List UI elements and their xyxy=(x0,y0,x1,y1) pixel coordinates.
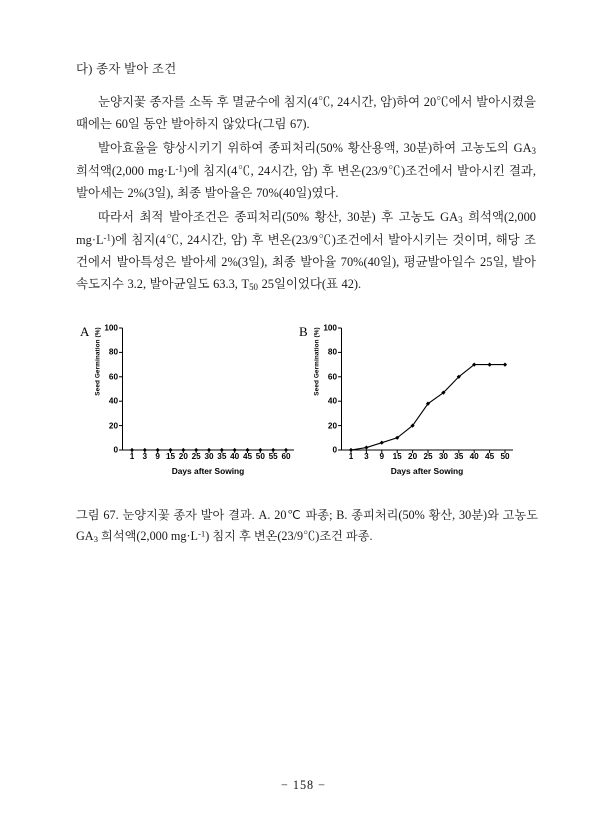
data-point-marker xyxy=(380,441,384,445)
paragraph-3: 따라서 최적 발아조건은 종피처리(50% 황산, 30분) 후 고농도 $GA_3$ 희석액(2,000 $mg\cdot L^{-1}$)에 침지(4℃, 24시간, 암) 후 변온(23/9℃)조건에서 발아시키는 것이며, 해당 조건에서 발아특성은 발아세 2%(3일), 최종 발아율 70%(40일), 평균발아일수 25일, 발아속도지수 3.2, 발아균일도 63.3, $T_{50}$ 25일이었다(표 42). xyxy=(76,209,536,292)
page-number: − 158 − xyxy=(280,778,327,792)
y-tick-label: 60 xyxy=(108,372,118,382)
y-tick-label: 100 xyxy=(323,323,337,333)
figure-caption xyxy=(76,505,538,547)
x-tick-label: 25 xyxy=(191,452,201,461)
panel-a-x-axis-title: Days after Sowing xyxy=(171,466,245,476)
y-tick-label: 80 xyxy=(327,347,337,357)
panel-b-plot-canvas xyxy=(341,328,513,450)
x-tick-label: 20 xyxy=(408,452,418,461)
x-tick-label: 40 xyxy=(469,452,479,461)
body-text xyxy=(76,60,536,298)
paragraph-2: 발아효율을 향상시키기 위하여 종피처리(50% 황산용액, 30분)하여 고농도의 $GA_3$ 희석액(2,000 $mg\cdot L^{-1}$)에 침지(4℃, 24시간, 암) 후 변온(23/9℃)조건에서 발아시킨 결과, 발아세는 2%(3일), 최종 발아율은 70%(40일)였다. xyxy=(76,140,536,200)
x-tick-label: 45 xyxy=(242,452,253,461)
x-tick-label: 30 xyxy=(438,452,448,461)
panel-a-letter: A xyxy=(80,324,90,339)
x-tick-label: 3 xyxy=(364,452,369,461)
y-tick-label: 40 xyxy=(327,396,337,406)
figure-panels xyxy=(76,322,538,494)
y-tick-label: 40 xyxy=(108,396,118,406)
x-tick-label: 55 xyxy=(268,452,278,461)
x-tick-label: 9 xyxy=(155,452,160,461)
caption-prefix: 그림 67. 눈양지꽃 종자 발아 결과. A. 20℃ 파종; B. 종피처리(50% 황산, 30분)와 고농도 $GA_3$ 희석액(2,000 $mg\cdot L^{-1}$) 침지 후 변온(23/9℃)조건 파종. xyxy=(76,508,538,544)
chart-svg xyxy=(122,328,294,451)
x-tick-label: 30 xyxy=(204,452,214,461)
x-tick-label: 15 xyxy=(392,452,402,461)
panel-a-x-ticks xyxy=(122,452,294,464)
data-point-marker xyxy=(503,363,507,367)
y-tick-label: 60 xyxy=(327,372,337,382)
panel-a-plot-area xyxy=(104,323,294,455)
chart-axes xyxy=(123,328,295,450)
x-tick-label: 9 xyxy=(379,452,385,461)
y-tick-label: 0 xyxy=(113,445,118,455)
figure-67 xyxy=(76,322,538,502)
y-tick-label: 100 xyxy=(104,323,118,333)
x-tick-label: 50 xyxy=(255,452,265,461)
chart-panel-a xyxy=(76,322,307,494)
y-tick-label: 20 xyxy=(108,421,118,431)
panel-a-y-axis-title: Seed Germination (%) xyxy=(94,327,102,396)
section-heading xyxy=(76,60,536,79)
x-tick-label: 35 xyxy=(454,452,464,461)
chart-panel-b xyxy=(295,322,526,494)
y-tick-label: 80 xyxy=(108,347,118,357)
x-tick-label: 1 xyxy=(348,452,354,461)
y-tick-label: 0 xyxy=(332,445,337,455)
panel-b-letter: B xyxy=(299,324,308,339)
panel-a-plot-canvas xyxy=(122,328,294,450)
x-tick-label: 45 xyxy=(485,452,495,461)
chart-axes xyxy=(342,328,514,450)
x-tick-label: 40 xyxy=(230,452,240,461)
section-heading-text: 다) 종자 발아 조건 xyxy=(76,62,177,76)
chart-svg xyxy=(341,328,513,451)
data-point-marker xyxy=(364,445,368,449)
x-tick-label: 20 xyxy=(178,452,188,461)
data-point-marker xyxy=(488,363,492,367)
paragraph-1: 눈양지꽃 종자를 소독 후 멸균수에 침지(4℃, 24시간, 암)하여 20℃에서 발아시켰을 때에는 60일 동안 발아하지 않았다(그림 67). xyxy=(76,94,536,131)
y-tick-label: 20 xyxy=(327,421,337,431)
data-series-line xyxy=(351,365,505,450)
panel-b-y-axis-title: Seed Germination (%) xyxy=(313,327,321,396)
panel-b-x-ticks xyxy=(341,452,513,464)
x-tick-label: 50 xyxy=(500,452,510,461)
x-tick-label: 15 xyxy=(165,452,176,461)
x-tick-label: 35 xyxy=(217,452,227,461)
panel-b-x-axis-title: Days after Sowing xyxy=(390,466,464,476)
x-tick-label: 3 xyxy=(142,452,148,461)
panel-b-plot-area xyxy=(323,323,513,455)
x-tick-label: 25 xyxy=(423,452,433,461)
x-tick-label: 60 xyxy=(281,452,291,461)
x-tick-label: 1 xyxy=(129,452,135,461)
